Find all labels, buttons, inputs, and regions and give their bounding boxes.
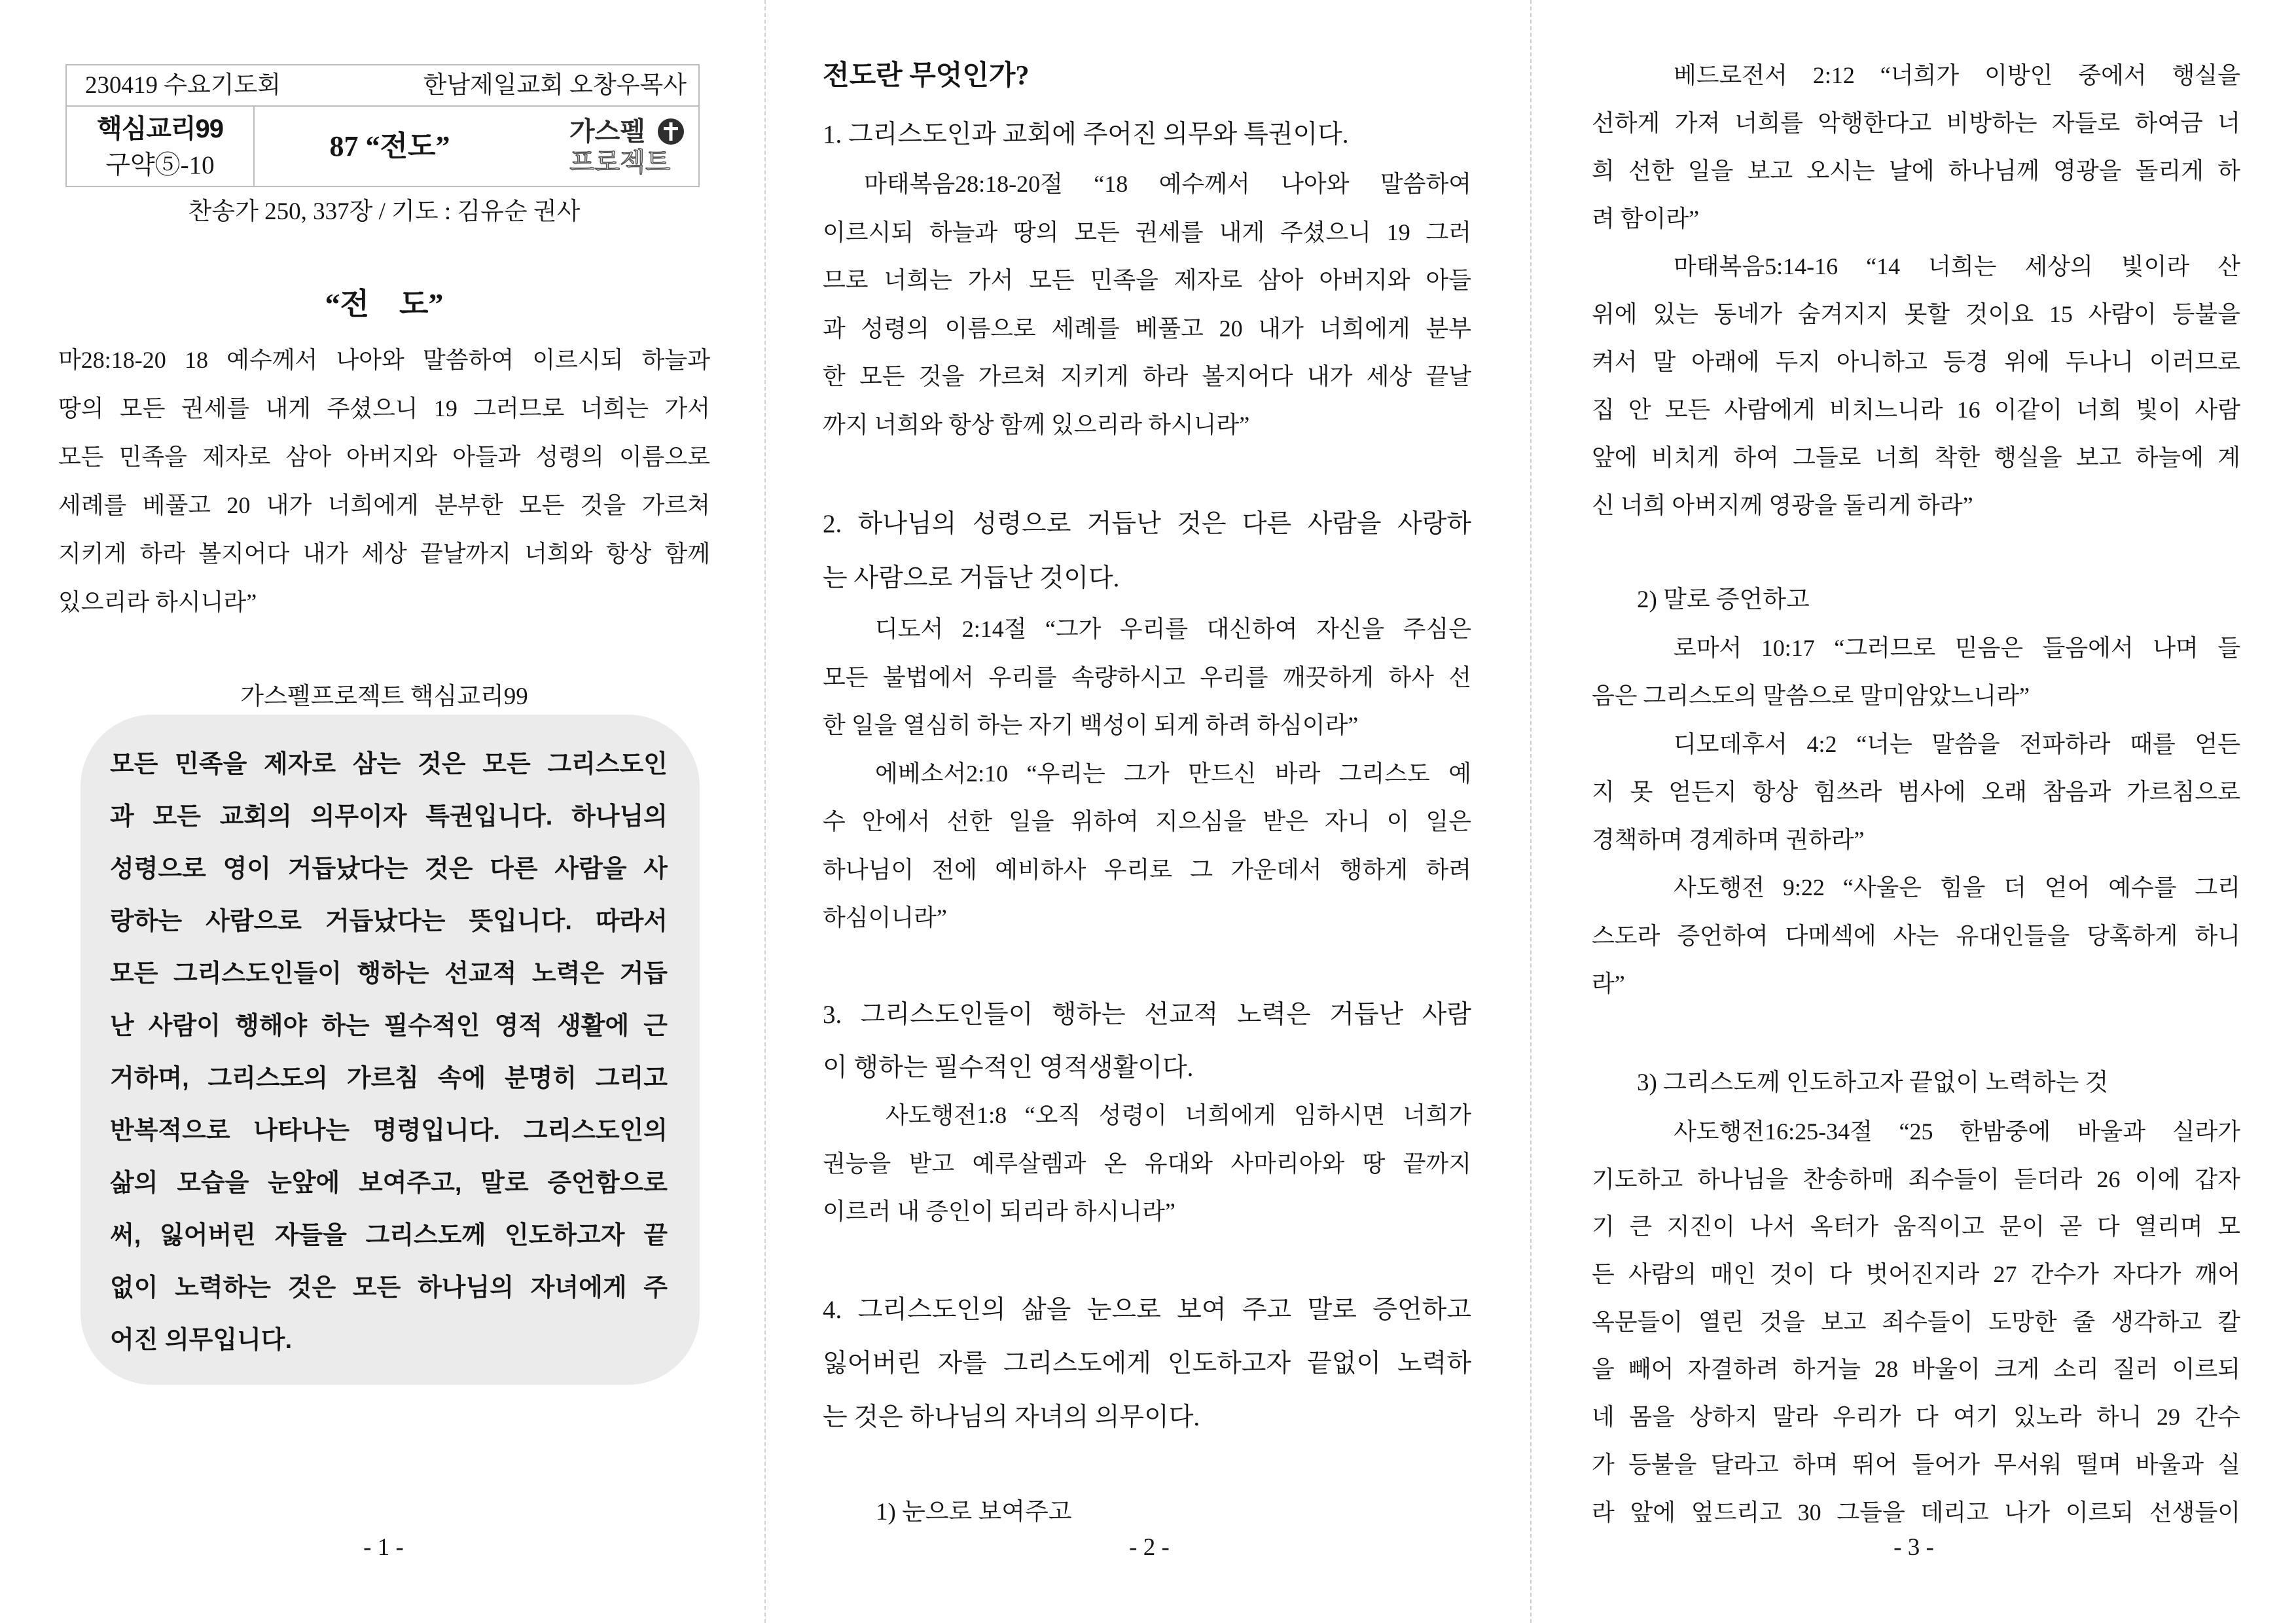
scripture-line: 지키게 하라 볼지어다 내가 세상 끝날까지 너희와 항상 함께: [58, 541, 710, 567]
verse-line: 려 함이라”: [1592, 205, 1700, 232]
verse-line: 가 등불을 달라고 하며 뛰어 들어가 무서워 떨며 바울과 실: [1592, 1451, 2240, 1478]
verse-line: 경책하며 경계하며 권하라”: [1592, 827, 1865, 853]
verse-block: [823, 605, 1471, 942]
subheading: 1) 눈으로 보여주고: [876, 1499, 1072, 1525]
verse-line: 희 선한 일을 보고 오시는 날에 하나님께 영광을 돌리게 하: [1592, 158, 2240, 184]
point-heading-line: 4. 그리스도인의 삶을 눈으로 보여 주고 말로 증언하고: [823, 1296, 1471, 1324]
page-number: - 2 -: [1129, 1534, 1170, 1561]
scripture-line: 세례를 베풀고 20 내가 너희에게 분부한 모든 것을 가르쳐: [58, 492, 710, 518]
point-heading-line: 3. 그리스도인들이 행하는 선교적 노력은 거듭난 사람: [823, 1001, 1471, 1029]
verse-block: [823, 160, 1471, 449]
point-heading-line: 잃어버린 자를 그리스도에게 인도하고자 끝없이 노력하: [823, 1349, 1471, 1378]
scripture-passage: [58, 336, 710, 626]
verse-line: 이르러 내 증인이 되리라 하시니라”: [823, 1198, 1175, 1224]
section-heading: 전도란 무엇인가?: [823, 61, 1030, 91]
verse-line: 신 너희 아버지께 영광을 돌리게 하라”: [1592, 492, 1973, 518]
verse-line: 앞에 비치게 하여 그들로 너희 착한 행실을 보고 하늘에 계: [1592, 444, 2240, 471]
verse-line: 한 일을 열심히 하는 자기 백성이 되게 하려 하심이라”: [823, 712, 1359, 738]
summary-line: 과 모든 교회의 의무이자 특권입니다. 하나님의: [110, 803, 668, 830]
verse-line: 한 모든 것을 가르쳐 지키게 하라 볼지어다 내가 세상 끝날: [823, 363, 1471, 389]
verse-line: 선하게 가져 너희를 악행한다고 비방하는 자들로 하여금 너: [1592, 110, 2240, 136]
point-heading: [823, 497, 1471, 605]
bulletin-header-table: [65, 64, 700, 187]
church-pastor-label: 한남제일교회 오창우목사: [423, 72, 687, 99]
point-heading: [823, 1283, 1471, 1444]
verse-block: [1592, 52, 2240, 529]
verse-line: 과 성령의 이름으로 세례를 베풀고 20 내가 너희에게 분부: [823, 315, 1471, 342]
series-cell: [67, 107, 255, 186]
verse-line: 라 앞에 엎드리고 30 그들을 데리고 나가 이르되 선생들이: [1592, 1499, 2240, 1525]
summary-line: 모든 그리스도인들이 행하는 선교적 노력은 거듭: [110, 960, 668, 988]
gospel-project-logo: [525, 107, 698, 186]
verse-line: 사도행전 9:22 “사울은 힘을 더 얻어 예수를 그리: [1674, 874, 2240, 901]
verse-line: 디모데후서 4:2 “너는 말씀을 전파하라 때를 얻든: [1674, 730, 2240, 757]
point-heading-line: 1. 그리스도인과 교회에 주어진 의무와 특권이다.: [823, 120, 1349, 149]
point-heading: [823, 112, 1471, 158]
summary-line: 없이 노력하는 것은 모든 하나님의 자녀에게 주: [110, 1274, 668, 1302]
scripture-line: 마28:18-20 18 예수께서 나아와 말씀하여 이르시되 하늘과: [58, 347, 710, 373]
scripture-line: 있으리라 하시니라”: [58, 589, 257, 615]
verse-line: 옥문들이 열린 것을 보고 죄수들이 도망한 줄 생각하고 칼: [1592, 1308, 2240, 1335]
verse-block: [823, 1092, 1471, 1236]
verse-line: 기도하고 하나님을 찬송하매 죄수들이 듣더라 26 이에 갑자: [1592, 1166, 2240, 1192]
series-subtitle: 구약⑤-10: [105, 151, 215, 179]
summary-line: 써, 잃어버린 자들을 그리스도께 인도하고자 끝: [110, 1222, 668, 1249]
series-title: 핵심교리99: [96, 115, 224, 143]
point-heading-line: 는 것은 하나님의 자녀의 의무이다.: [823, 1403, 1200, 1431]
summary-text: [110, 738, 668, 1366]
page-number: - 1 -: [363, 1534, 404, 1561]
cross-icon: [657, 118, 685, 145]
verse-line: 음은 그리스도의 말씀으로 말미암았느니라”: [1592, 683, 2030, 709]
verse-line: 로마서 10:17 “그러므로 믿음은 들음에서 나며 들: [1674, 635, 2240, 661]
verse-line: 집 안 모든 사람에게 비치느니라 16 이같이 너희 빛이 사람: [1592, 397, 2240, 423]
summary-line: 반복적으로 나타나는 명령입니다. 그리스도인의: [110, 1117, 668, 1145]
verse-line: 권능을 받고 예루살렘과 온 유대와 사마리아와 땅 끝까지: [823, 1150, 1471, 1177]
verse-line: 라”: [1592, 971, 1625, 997]
service-label: 230419 수요기도회: [85, 72, 281, 99]
summary-line: 난 사람이 행해야 하는 필수적인 영적 생활에 근: [110, 1012, 668, 1040]
summary-title: 가스펠프로젝트 핵심교리99: [240, 683, 528, 710]
subheading: 2) 말로 증언하고: [1637, 586, 1810, 613]
point-heading-line: 이 행하는 필수적인 영적생활이다.: [823, 1054, 1194, 1082]
subheading: 3) 그리스도께 인도하고자 끝없이 노력하는 것: [1637, 1069, 2109, 1096]
verse-line: 켜서 말 아래에 두지 아니하고 등경 위에 두나니 이러므로: [1592, 349, 2240, 375]
verse-line: 에베소서2:10 “우리는 그가 만드신 바라 그리스도 예: [875, 760, 1471, 787]
verse-line: 마태복음5:14-16 “14 너희는 세상의 빛이라 산: [1674, 253, 2240, 279]
verse-line: 수 안에서 선한 일을 위하여 지으심을 받은 자니 이 일은: [823, 808, 1471, 834]
summary-line: 삶의 모습을 눈앞에 보여주고, 말로 증언함으로: [110, 1169, 668, 1197]
verse-line: 을 빼어 자결하려 하거늘 28 바울이 크게 소리 질러 이르되: [1592, 1356, 2240, 1383]
verse-line: 모든 불법에서 우리를 속량하시고 우리를 깨끗하게 하사 선: [823, 664, 1471, 690]
page-number: - 3 -: [1893, 1534, 1934, 1561]
point-heading: [823, 988, 1471, 1094]
verse-line: 하나님이 전에 예비하사 우리로 그 가운데서 행하게 하려: [823, 856, 1471, 883]
summary-line: 모든 민족을 제자로 삼는 것은 모든 그리스도인: [110, 751, 668, 778]
header-top-row: [67, 65, 698, 107]
column-divider: [764, 0, 766, 1623]
hymn-prayer-line: 찬송가 250, 337장 / 기도 : 김유순 권사: [188, 198, 581, 225]
summary-line: 거하며, 그리스도의 가르침 속에 분명히 그리고: [110, 1065, 668, 1092]
verse-line: 이르시되 하늘과 땅의 모든 권세를 내게 주셨으니 19 그러: [823, 219, 1471, 245]
verse-line: 사도행전16:25-34절 “25 한밤중에 바울과 실라가: [1674, 1118, 2240, 1145]
summary-line: 성령으로 영이 거듭났다는 것은 다른 사람을 사: [110, 855, 668, 883]
verse-line: 스도라 증언하여 다메섹에 사는 유대인들을 당혹하게 하니: [1592, 922, 2240, 949]
verse-line: 지 못 얻든지 항상 힘쓰라 범사에 오래 참음과 가르침으로: [1592, 778, 2240, 805]
verse-line: 위에 있는 동네가 숨겨지지 못할 것이요 15 사람이 등불을: [1592, 301, 2240, 327]
summary-line: 랑하는 사람으로 거듭났다는 뜻입니다. 따라서: [110, 908, 668, 935]
verse-line: 네 몸을 상하지 말라 우리가 다 여기 있노라 하니 29 간수: [1592, 1404, 2240, 1431]
logo-bottom-text: 프로젝트: [569, 148, 671, 177]
verse-line: 든 사람의 매인 것이 다 벗어진지라 27 간수가 자다가 깨어: [1592, 1261, 2240, 1288]
verse-block: [1592, 624, 2240, 1008]
verse-line: 사도행전1:8 “오직 성령이 너희에게 임하시면 너희가: [886, 1102, 1471, 1128]
point-heading-line: 2. 하나님의 성령으로 거듭난 것은 다른 사람을 사랑하: [823, 510, 1471, 538]
lesson-title: 87 “전도”: [329, 130, 450, 162]
verse-line: 하심이니라”: [823, 904, 947, 931]
summary-line: 어진 의무입니다.: [110, 1327, 293, 1354]
point-heading-line: 는 사람으로 거듭난 것이다.: [823, 564, 1120, 592]
scripture-line: 땅의 모든 권세를 내게 주셨으니 19 그러므로 너희는 가서: [58, 395, 710, 421]
verse-line: 베드로전서 2:12 “너희가 이방인 중에서 행실을: [1674, 62, 2240, 88]
verse-line: 므로 너희는 가서 모든 민족을 제자로 삼아 아버지와 아들: [823, 267, 1471, 293]
logo-top-text: [569, 115, 645, 149]
sermon-title: “전 도”: [325, 287, 444, 321]
logo-word: 가스펠: [569, 117, 645, 146]
column-divider: [1530, 0, 1532, 1623]
scripture-line: 모든 민족을 제자로 삼아 아버지와 아들과 성령의 이름으로: [58, 444, 710, 470]
verse-block: [1592, 1108, 2240, 1536]
verse-line: 까지 너희와 항상 함께 있으리라 하시니라”: [823, 411, 1250, 438]
verse-line: 기 큰 지진이 나서 옥터가 움직이고 문이 곧 다 열리며 모: [1592, 1213, 2240, 1240]
verse-line: 디도서 2:14절 “그가 우리를 대신하여 자신을 주심은: [875, 616, 1471, 642]
verse-line: 마태복음28:18-20절 “18 예수께서 나아와 말씀하여: [864, 171, 1471, 197]
